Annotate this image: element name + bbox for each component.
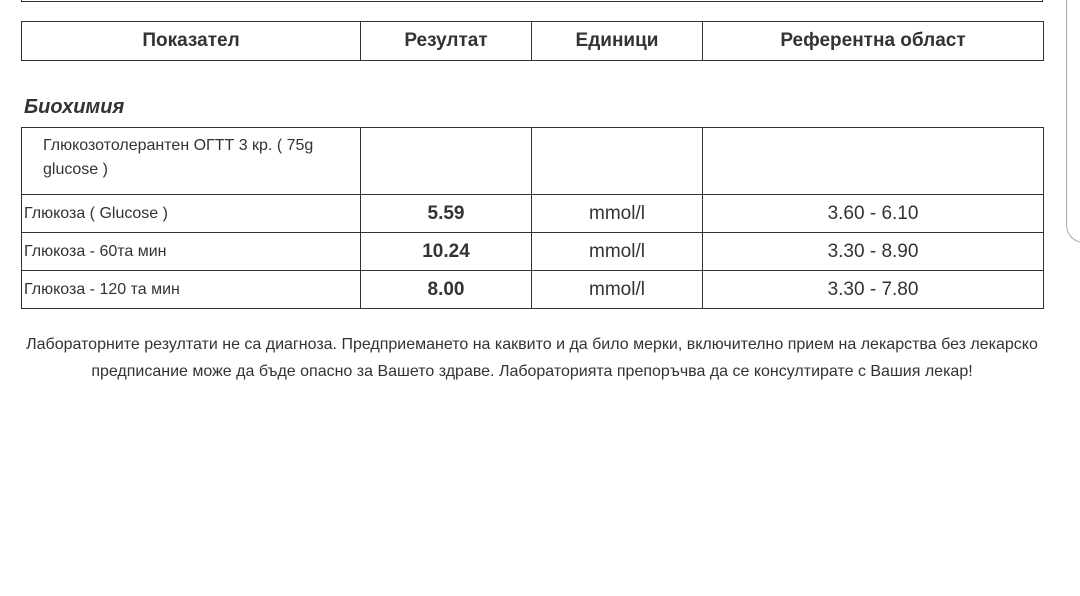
- column-header-units: Единици: [532, 22, 703, 61]
- test-unit: mmol/l: [532, 233, 703, 271]
- test-name: Глюкоза - 120 та мин: [22, 271, 361, 309]
- test-result: 5.59: [361, 195, 532, 233]
- biochemistry-results-table: [21, 127, 1044, 309]
- section-title-biochemistry: Биохимия: [24, 96, 125, 118]
- group-result-empty: [361, 128, 532, 195]
- test-result: 8.00: [361, 271, 532, 309]
- test-unit: mmol/l: [532, 271, 703, 309]
- table-row: [22, 195, 1044, 233]
- group-unit-empty: [532, 128, 703, 195]
- column-header-reference-range: Референтна област: [703, 22, 1044, 61]
- group-name: Глюкозотолерантен ОГТТ 3 кр. ( 75g glucose ): [22, 128, 361, 195]
- disclaimer-text: Лабораторните резултати не са диагноза. Предприемането на каквито и да било мерки, включително прием на лекарства без лекарско предписание може да бъде опасно за Вашето здраве. Лабораторията препоръчва да се консултирате с Вашия лекар!: [26, 336, 1038, 380]
- column-header-indicator: Показател: [22, 22, 361, 61]
- header-row: [22, 22, 1044, 61]
- table-row: [22, 233, 1044, 271]
- table-row: [22, 271, 1044, 309]
- test-result: 10.24: [361, 233, 532, 271]
- results-header-table: [21, 21, 1044, 61]
- test-reference-range: 3.60 - 6.10: [703, 195, 1044, 233]
- patient-info-box-edge: [21, 0, 1043, 2]
- test-reference-range: 3.30 - 8.90: [703, 233, 1044, 271]
- side-panel-edge: [1066, 0, 1080, 243]
- column-header-result: Резултат: [361, 22, 532, 61]
- test-name: Глюкоза - 60та мин: [22, 233, 361, 271]
- test-reference-range: 3.30 - 7.80: [703, 271, 1044, 309]
- table-row-group: [22, 128, 1044, 195]
- test-name: Глюкоза ( Glucose ): [22, 195, 361, 233]
- test-unit: mmol/l: [532, 195, 703, 233]
- group-range-empty: [703, 128, 1044, 195]
